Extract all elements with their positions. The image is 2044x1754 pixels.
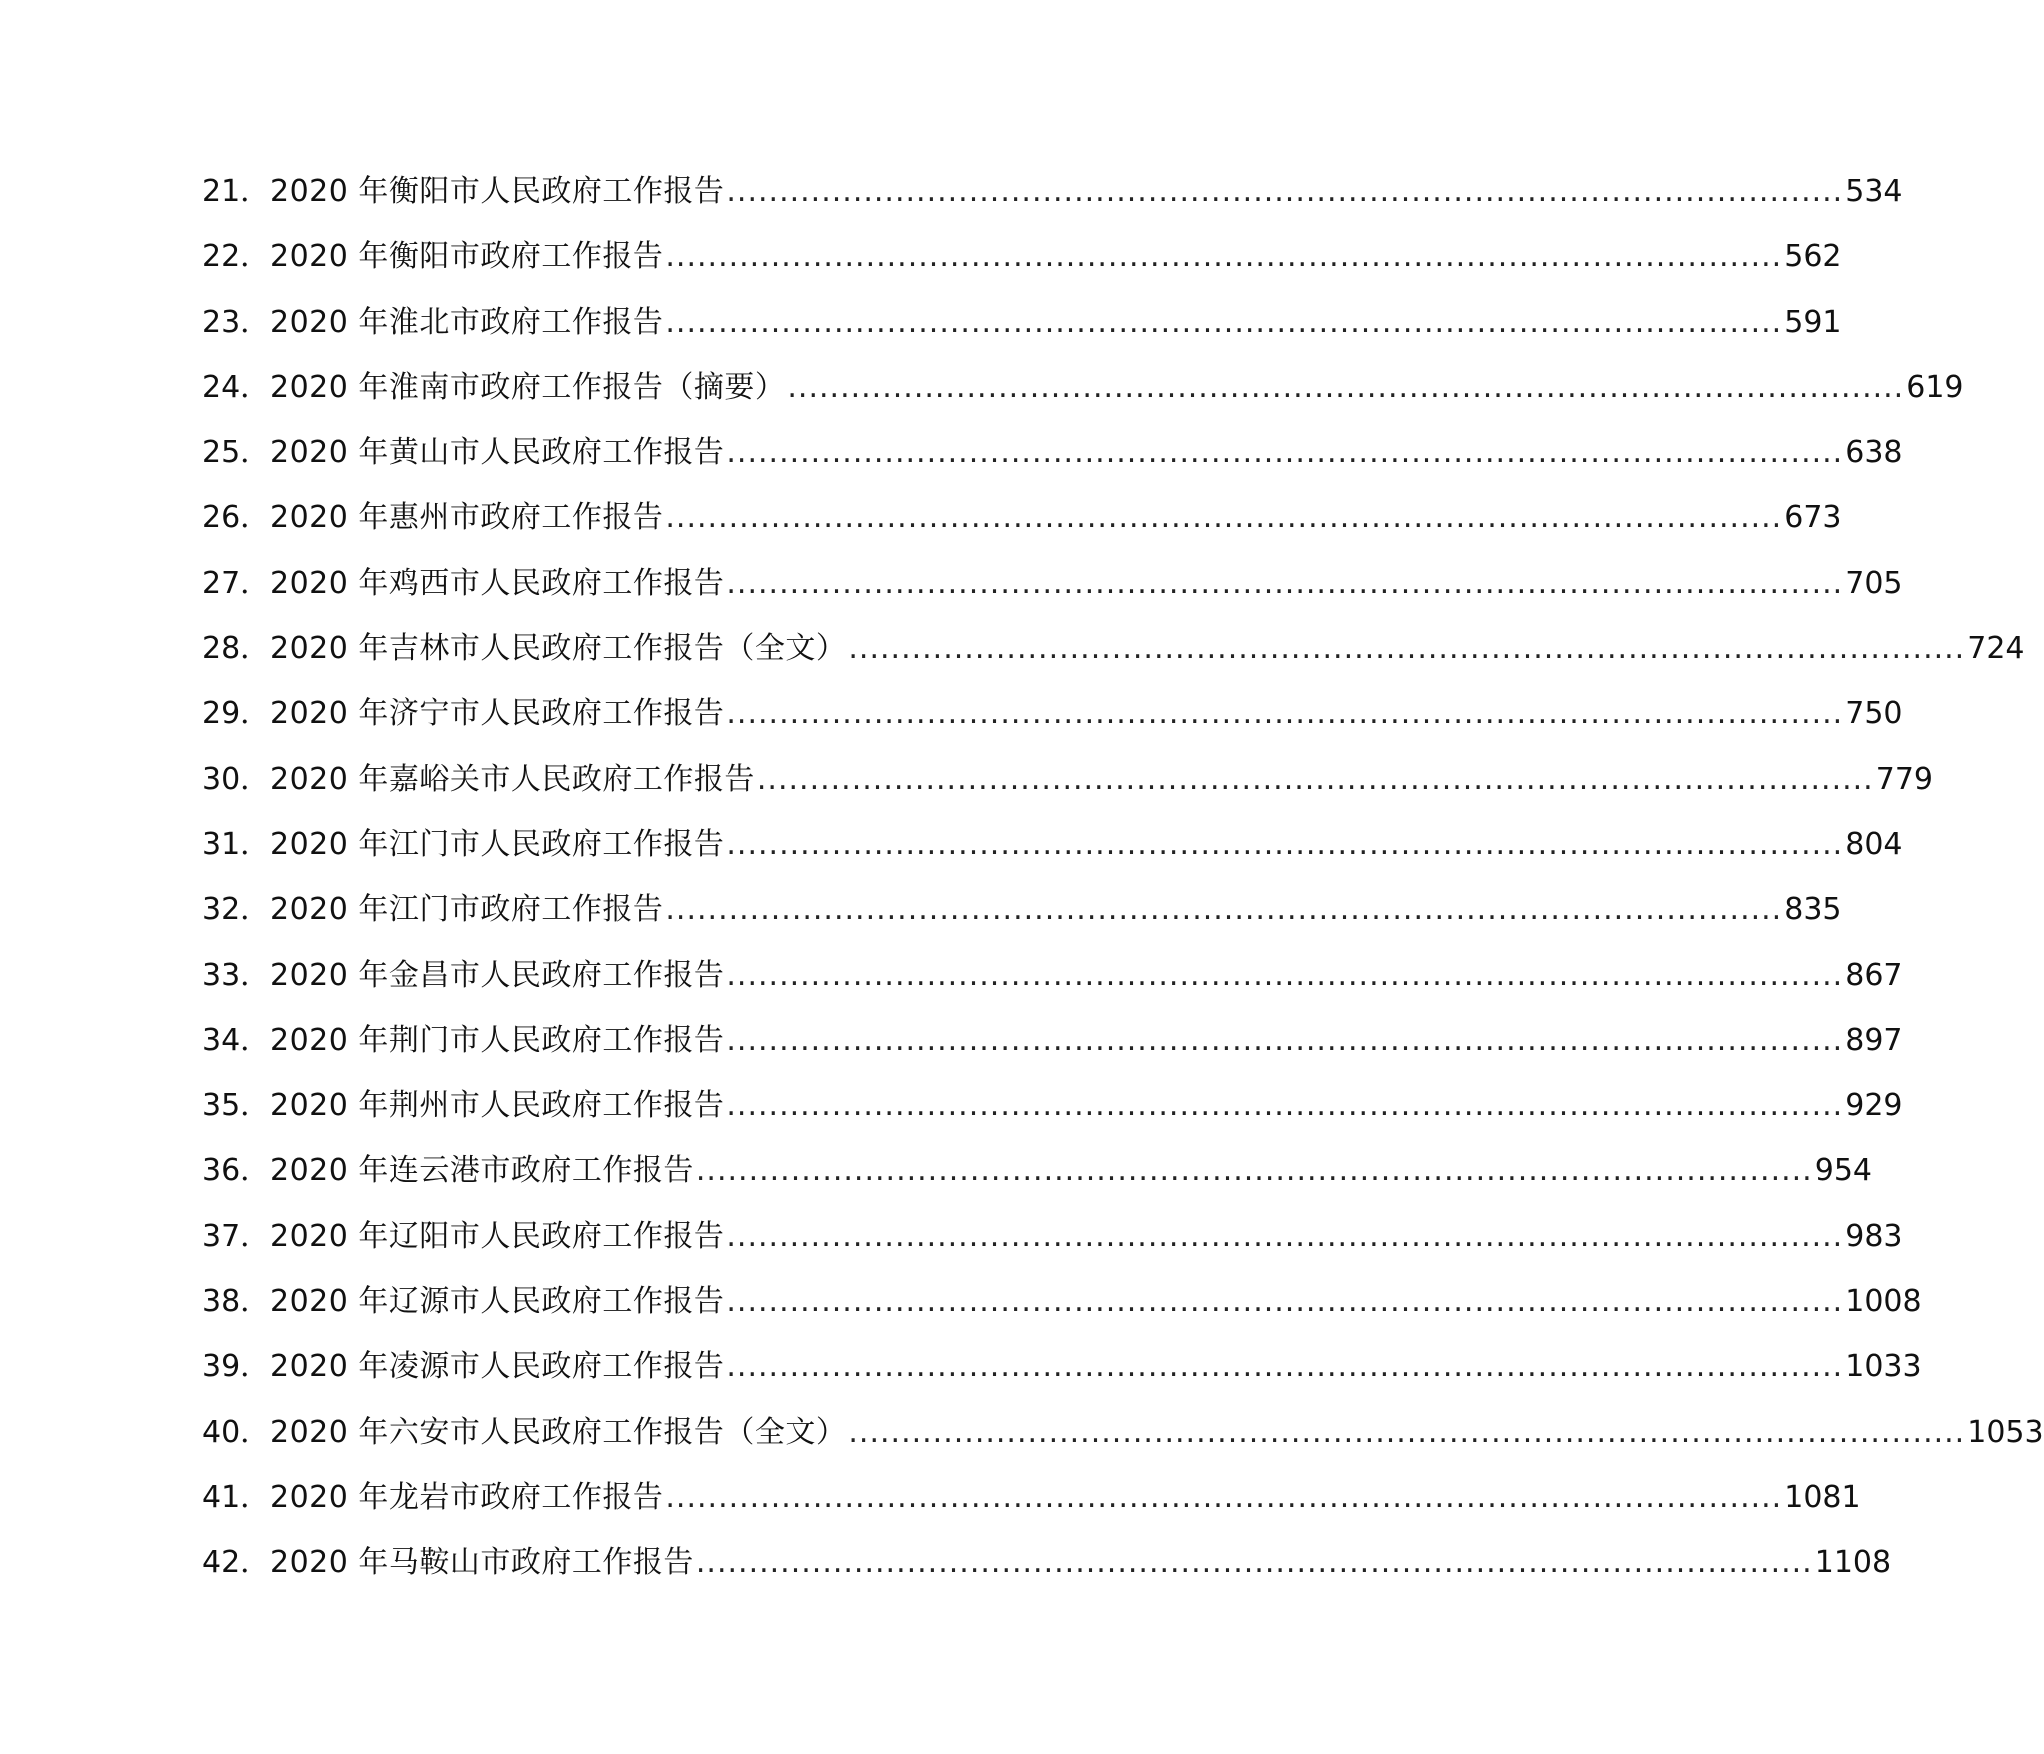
toc-entry-page: 724 (1967, 631, 2025, 667)
toc-entry-page: 673 (1784, 500, 1842, 536)
toc-entry-page: 534 (1845, 174, 1903, 209)
toc-entry-title: 2020 年黄山市人民政府工作报告 (270, 435, 725, 471)
toc-entry-title: 2020 年辽阳市人民政府工作报告 (270, 1218, 725, 1254)
toc-entry-number: 21． (202, 174, 271, 209)
toc-entry-number: 26． (202, 500, 271, 536)
toc-entry-number: 38． (202, 1284, 271, 1320)
toc-entry-number: 36． (202, 1153, 271, 1189)
toc-entry-number: 41． (202, 1479, 271, 1515)
toc-entry[interactable] (202, 368, 1964, 433)
toc-dot-leader (726, 1217, 1843, 1257)
toc-entry-page: 1108 (1814, 1545, 1892, 1581)
toc-entry-page: 591 (1784, 304, 1842, 340)
toc-entry-title: 2020 年嘉峪关市人民政府工作报告 (270, 761, 755, 797)
toc-entry-number: 31． (202, 826, 271, 862)
toc-entry[interactable] (202, 498, 1842, 563)
toc-entry-page: 638 (1845, 435, 1903, 471)
toc-dot-leader (848, 629, 1965, 669)
toc-entry[interactable] (202, 1543, 1892, 1608)
toc-entry[interactable] (202, 1217, 1903, 1282)
toc-entry-title: 2020 年龙岩市政府工作报告 (270, 1479, 664, 1515)
toc-entry-number: 42． (202, 1545, 271, 1581)
toc-entry-title: 2020 年济宁市人民政府工作报告 (270, 696, 725, 732)
toc-dot-leader (665, 890, 1782, 930)
toc-entry-number: 33． (202, 957, 271, 993)
toc-entry-title: 2020 年江门市政府工作报告 (270, 892, 664, 928)
toc-entry[interactable] (202, 1347, 1922, 1412)
toc-entry-page: 929 (1845, 1088, 1903, 1124)
toc-entry[interactable] (202, 629, 2025, 694)
toc-entry[interactable] (202, 760, 1933, 825)
toc-dot-leader (726, 433, 1843, 473)
toc-entry-title: 2020 年六安市人民政府工作报告（全文） (270, 1414, 847, 1450)
toc-entry-page: 954 (1814, 1153, 1872, 1189)
toc-entry-number: 24． (202, 369, 271, 405)
toc-entry[interactable] (202, 237, 1842, 302)
toc-entry-title: 2020 年衡阳市政府工作报告 (270, 239, 664, 275)
toc-entry-title: 2020 年连云港市政府工作报告 (270, 1153, 694, 1189)
toc-entry-number: 39． (202, 1349, 271, 1385)
toc-dot-leader (726, 956, 1843, 996)
toc-dot-leader (726, 825, 1843, 865)
toc-dot-leader (665, 303, 1782, 343)
toc-entry-title: 2020 年荆州市人民政府工作报告 (270, 1088, 725, 1124)
toc-dot-leader (787, 368, 1904, 408)
toc-entry[interactable] (202, 956, 1903, 1021)
toc-entry-title: 2020 年金昌市人民政府工作报告 (270, 957, 725, 993)
toc-dot-leader (726, 1347, 1843, 1387)
toc-entry[interactable] (202, 433, 1903, 498)
toc-entry[interactable] (202, 1151, 1872, 1216)
toc-entry-title: 2020 年吉林市人民政府工作报告（全文） (270, 631, 847, 667)
toc-dot-leader (726, 694, 1843, 734)
toc-entry-number: 37． (202, 1218, 271, 1254)
toc-entry-page: 1053 (1967, 1414, 2044, 1450)
toc-entry-page: 897 (1845, 1022, 1903, 1058)
toc-dot-leader (726, 1282, 1843, 1322)
toc-entry[interactable] (202, 1478, 1861, 1543)
toc-entry-title: 2020 年荆门市人民政府工作报告 (270, 1022, 725, 1058)
toc-entry-page: 750 (1845, 696, 1903, 732)
toc-entry-page: 835 (1784, 892, 1842, 928)
toc-entry-number: 27． (202, 565, 271, 601)
toc-dot-leader (665, 498, 1782, 538)
toc-entry-title: 2020 年马鞍山市政府工作报告 (270, 1545, 694, 1581)
toc-entry-title: 2020 年鸡西市人民政府工作报告 (270, 565, 725, 601)
toc-entry[interactable] (202, 694, 1903, 759)
toc-entry-number: 32． (202, 892, 271, 928)
toc-entry-title: 2020 年衡阳市人民政府工作报告 (270, 174, 725, 209)
toc-entry-title: 2020 年淮北市政府工作报告 (270, 304, 664, 340)
toc-dot-leader (696, 1543, 1813, 1583)
toc-entry-title: 2020 年江门市人民政府工作报告 (270, 826, 725, 862)
toc-entry-title: 2020 年淮南市政府工作报告（摘要） (270, 369, 786, 405)
toc-dot-leader (757, 760, 1874, 800)
toc-entry-number: 22． (202, 239, 271, 275)
table-of-contents (202, 172, 2044, 1609)
toc-entry-number: 35． (202, 1088, 271, 1124)
toc-entry-page: 983 (1845, 1218, 1903, 1254)
toc-entry-page: 1008 (1845, 1284, 1922, 1320)
toc-entry-number: 30． (202, 761, 271, 797)
toc-entry-title: 2020 年辽源市人民政府工作报告 (270, 1284, 725, 1320)
toc-entry-number: 29． (202, 696, 271, 732)
toc-entry[interactable] (202, 1282, 1922, 1347)
toc-entry-number: 34． (202, 1022, 271, 1058)
toc-dot-leader (665, 237, 1782, 277)
toc-entry[interactable] (202, 303, 1842, 368)
toc-dot-leader (665, 1478, 1782, 1518)
toc-dot-leader (726, 1021, 1843, 1061)
toc-entry-page: 1081 (1784, 1479, 1861, 1515)
toc-entry-title: 2020 年凌源市人民政府工作报告 (270, 1349, 725, 1385)
toc-dot-leader (848, 1413, 1965, 1453)
toc-entry-page: 779 (1875, 761, 1933, 797)
toc-dot-leader (696, 1151, 1813, 1191)
toc-entry-page: 1033 (1845, 1349, 1922, 1385)
toc-entry[interactable] (202, 890, 1842, 955)
toc-entry-number: 25． (202, 435, 271, 471)
toc-dot-leader (726, 564, 1843, 604)
toc-entry-page: 619 (1906, 369, 1964, 405)
toc-entry[interactable] (202, 172, 1903, 237)
toc-entry-number: 40． (202, 1414, 271, 1450)
toc-entry[interactable] (202, 1413, 2044, 1478)
toc-entry-page: 705 (1845, 565, 1903, 601)
toc-entry-number: 28． (202, 631, 271, 667)
toc-entry-page: 867 (1845, 957, 1903, 993)
toc-entry[interactable] (202, 1021, 1903, 1086)
toc-entry-page: 804 (1845, 826, 1903, 862)
toc-entry[interactable] (202, 825, 1903, 890)
toc-entry-page: 562 (1784, 239, 1842, 275)
toc-dot-leader (726, 172, 1843, 212)
toc-entry-number: 23． (202, 304, 271, 340)
toc-entry-title: 2020 年惠州市政府工作报告 (270, 500, 664, 536)
toc-dot-leader (726, 1086, 1843, 1126)
toc-entry[interactable] (202, 1086, 1903, 1151)
toc-entry[interactable] (202, 564, 1903, 629)
